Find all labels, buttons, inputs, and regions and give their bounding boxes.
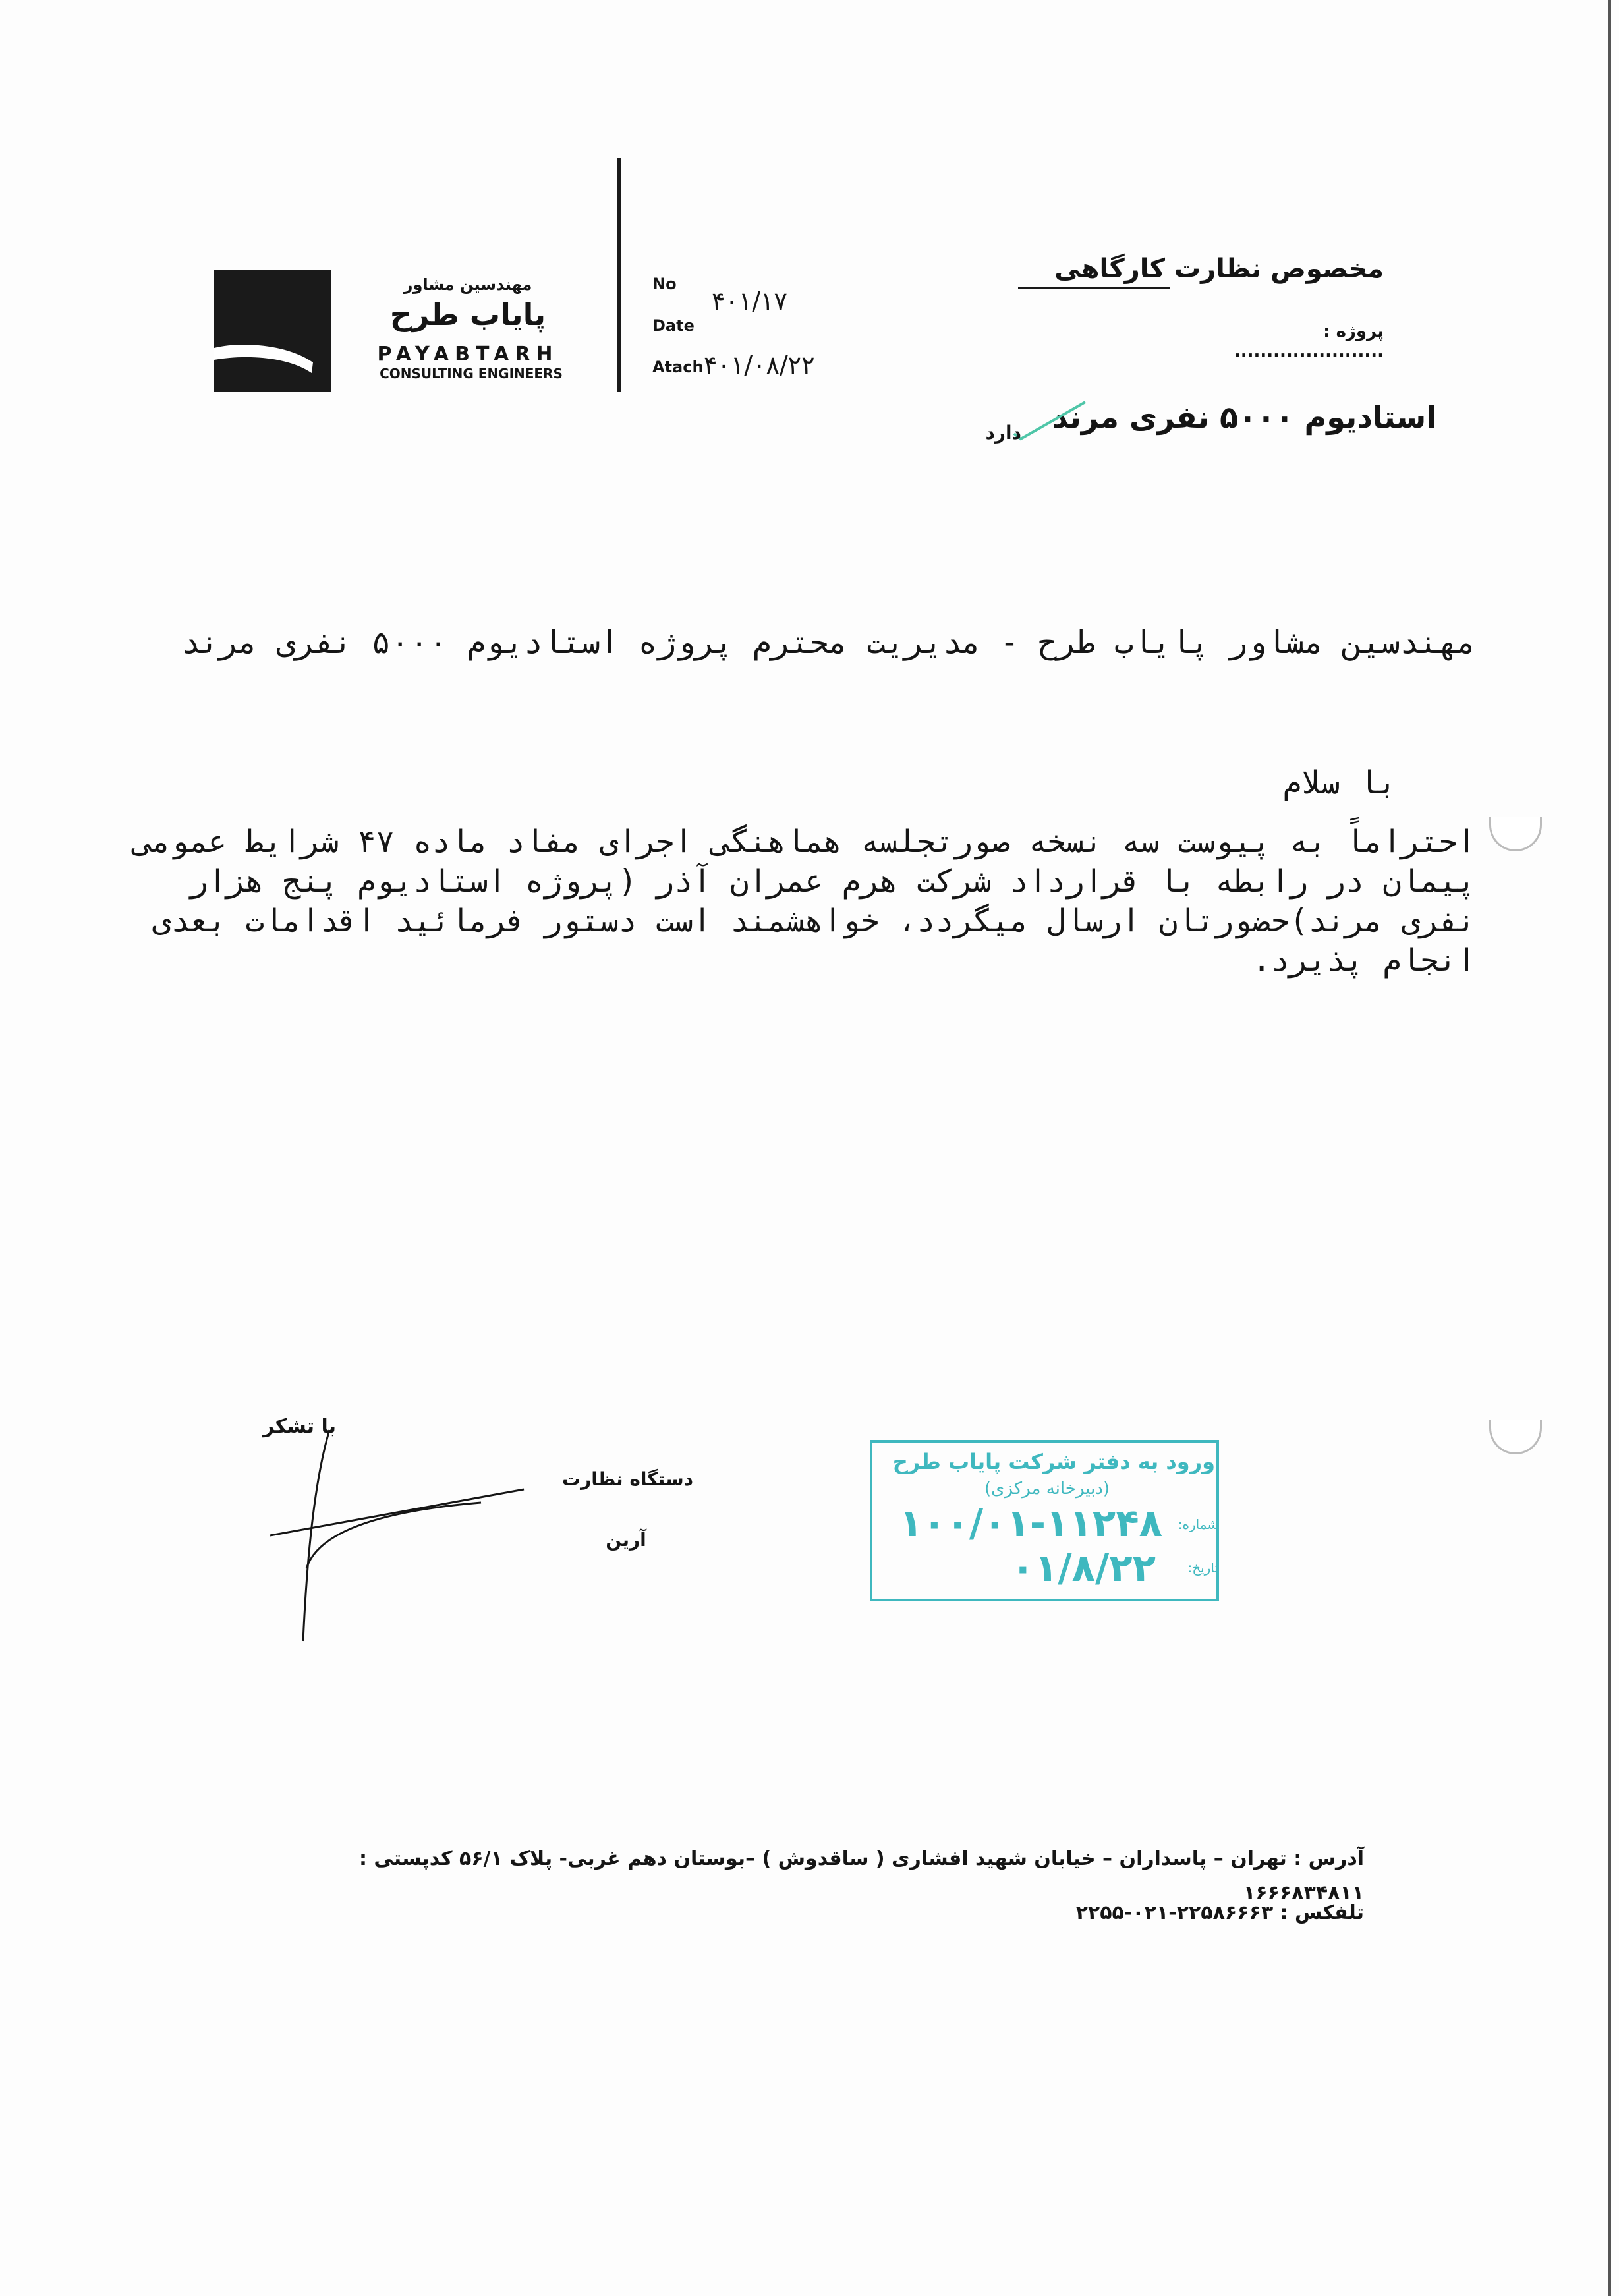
stamp-number-label: شماره:: [1178, 1516, 1218, 1532]
signer-office: دستگاه نظارت: [562, 1468, 693, 1490]
check-text: دارد: [985, 422, 1021, 444]
logo-swoosh-icon: [214, 270, 331, 392]
letter-date-label: Date: [652, 316, 695, 335]
letter-number-value: ۴۰۱/۱۷: [712, 287, 787, 316]
addressee: مهندسین مشاور پاياب طرح - مديريت محترم پروژه استاديوم ۵۰۰۰ نفری مرند: [181, 624, 1476, 661]
checkmark-icon: [1011, 395, 1091, 448]
punch-hole: [1489, 817, 1542, 851]
handwritten-signature: [264, 1417, 534, 1654]
logo-persian-name: پاياب طرح: [389, 297, 546, 332]
department-label: مخصوص نظارت کارگاهی: [1054, 254, 1384, 284]
header-divider: [617, 158, 621, 392]
logo-english-name: PAYABTARH: [377, 343, 559, 366]
logo-persian-subtitle: مهندسین مشاور: [403, 275, 532, 294]
stamp-title: ورود به دفتر شرکت پاياب طرح: [892, 1449, 1215, 1474]
department-underline: [1018, 287, 1170, 289]
logo-english-subtitle: CONSULTING ENGINEERS: [380, 366, 563, 382]
stamp-date-label: تاريخ:: [1187, 1560, 1218, 1576]
signer-name: آرين: [606, 1529, 646, 1551]
closing-thanks: با تشکر: [263, 1415, 336, 1438]
footer-address: آدرس : تهران – پاسداران – خيابان شهيد افشاری ( ساقدوش ) –بوستان دهم غربی- پلاک ۵۶/۱ کدپستی : ۱۶۶۶۸۳۴۸۱۱: [358, 1847, 1364, 1905]
stamp-number: ۱۰۰/۰۱-۱۱۲۴۸: [899, 1501, 1162, 1545]
punch-hole: [1489, 1420, 1542, 1454]
project-name: استادیوم ۵۰۰۰ نفری مرند: [1052, 399, 1436, 435]
stamp-date: ۰۱/۸/۲۲: [1011, 1545, 1156, 1590]
footer-phone: تلفکس : ۲۲۵۸۶۶۶۳-۰۲۱-۲۲۵۵: [1075, 1901, 1364, 1924]
scan-edge: [1608, 0, 1611, 2296]
attachment-value: ۴۰۱/۰۸/۲۲: [704, 351, 815, 380]
project-label: پروژه : .......................: [1234, 322, 1384, 361]
attachment-label: Atach: [652, 358, 704, 376]
letter-number-label: No: [652, 275, 677, 293]
stamp-subtitle: (دبيرخانه مرکزی): [984, 1479, 1110, 1499]
registration-stamp: [870, 1440, 1219, 1601]
letter-body: احتراماً به پيوست سه نسخه صورتجلسه هماهنگی اجرای مفاد ماده ۴۷ شرايط عمومی پيمان در رابطه با قرارداد شرکت هرم عمران آذر (پروژه استاديوم پنج هزار نفری مرند)حضورتان ارسال ميگردد، خواهشمند است دستور فرمائيد اقدامات بعدی انجام پذيرد.: [133, 824, 1476, 979]
company-logo-mark: [214, 270, 331, 392]
salutation: با سلام: [1282, 764, 1397, 801]
